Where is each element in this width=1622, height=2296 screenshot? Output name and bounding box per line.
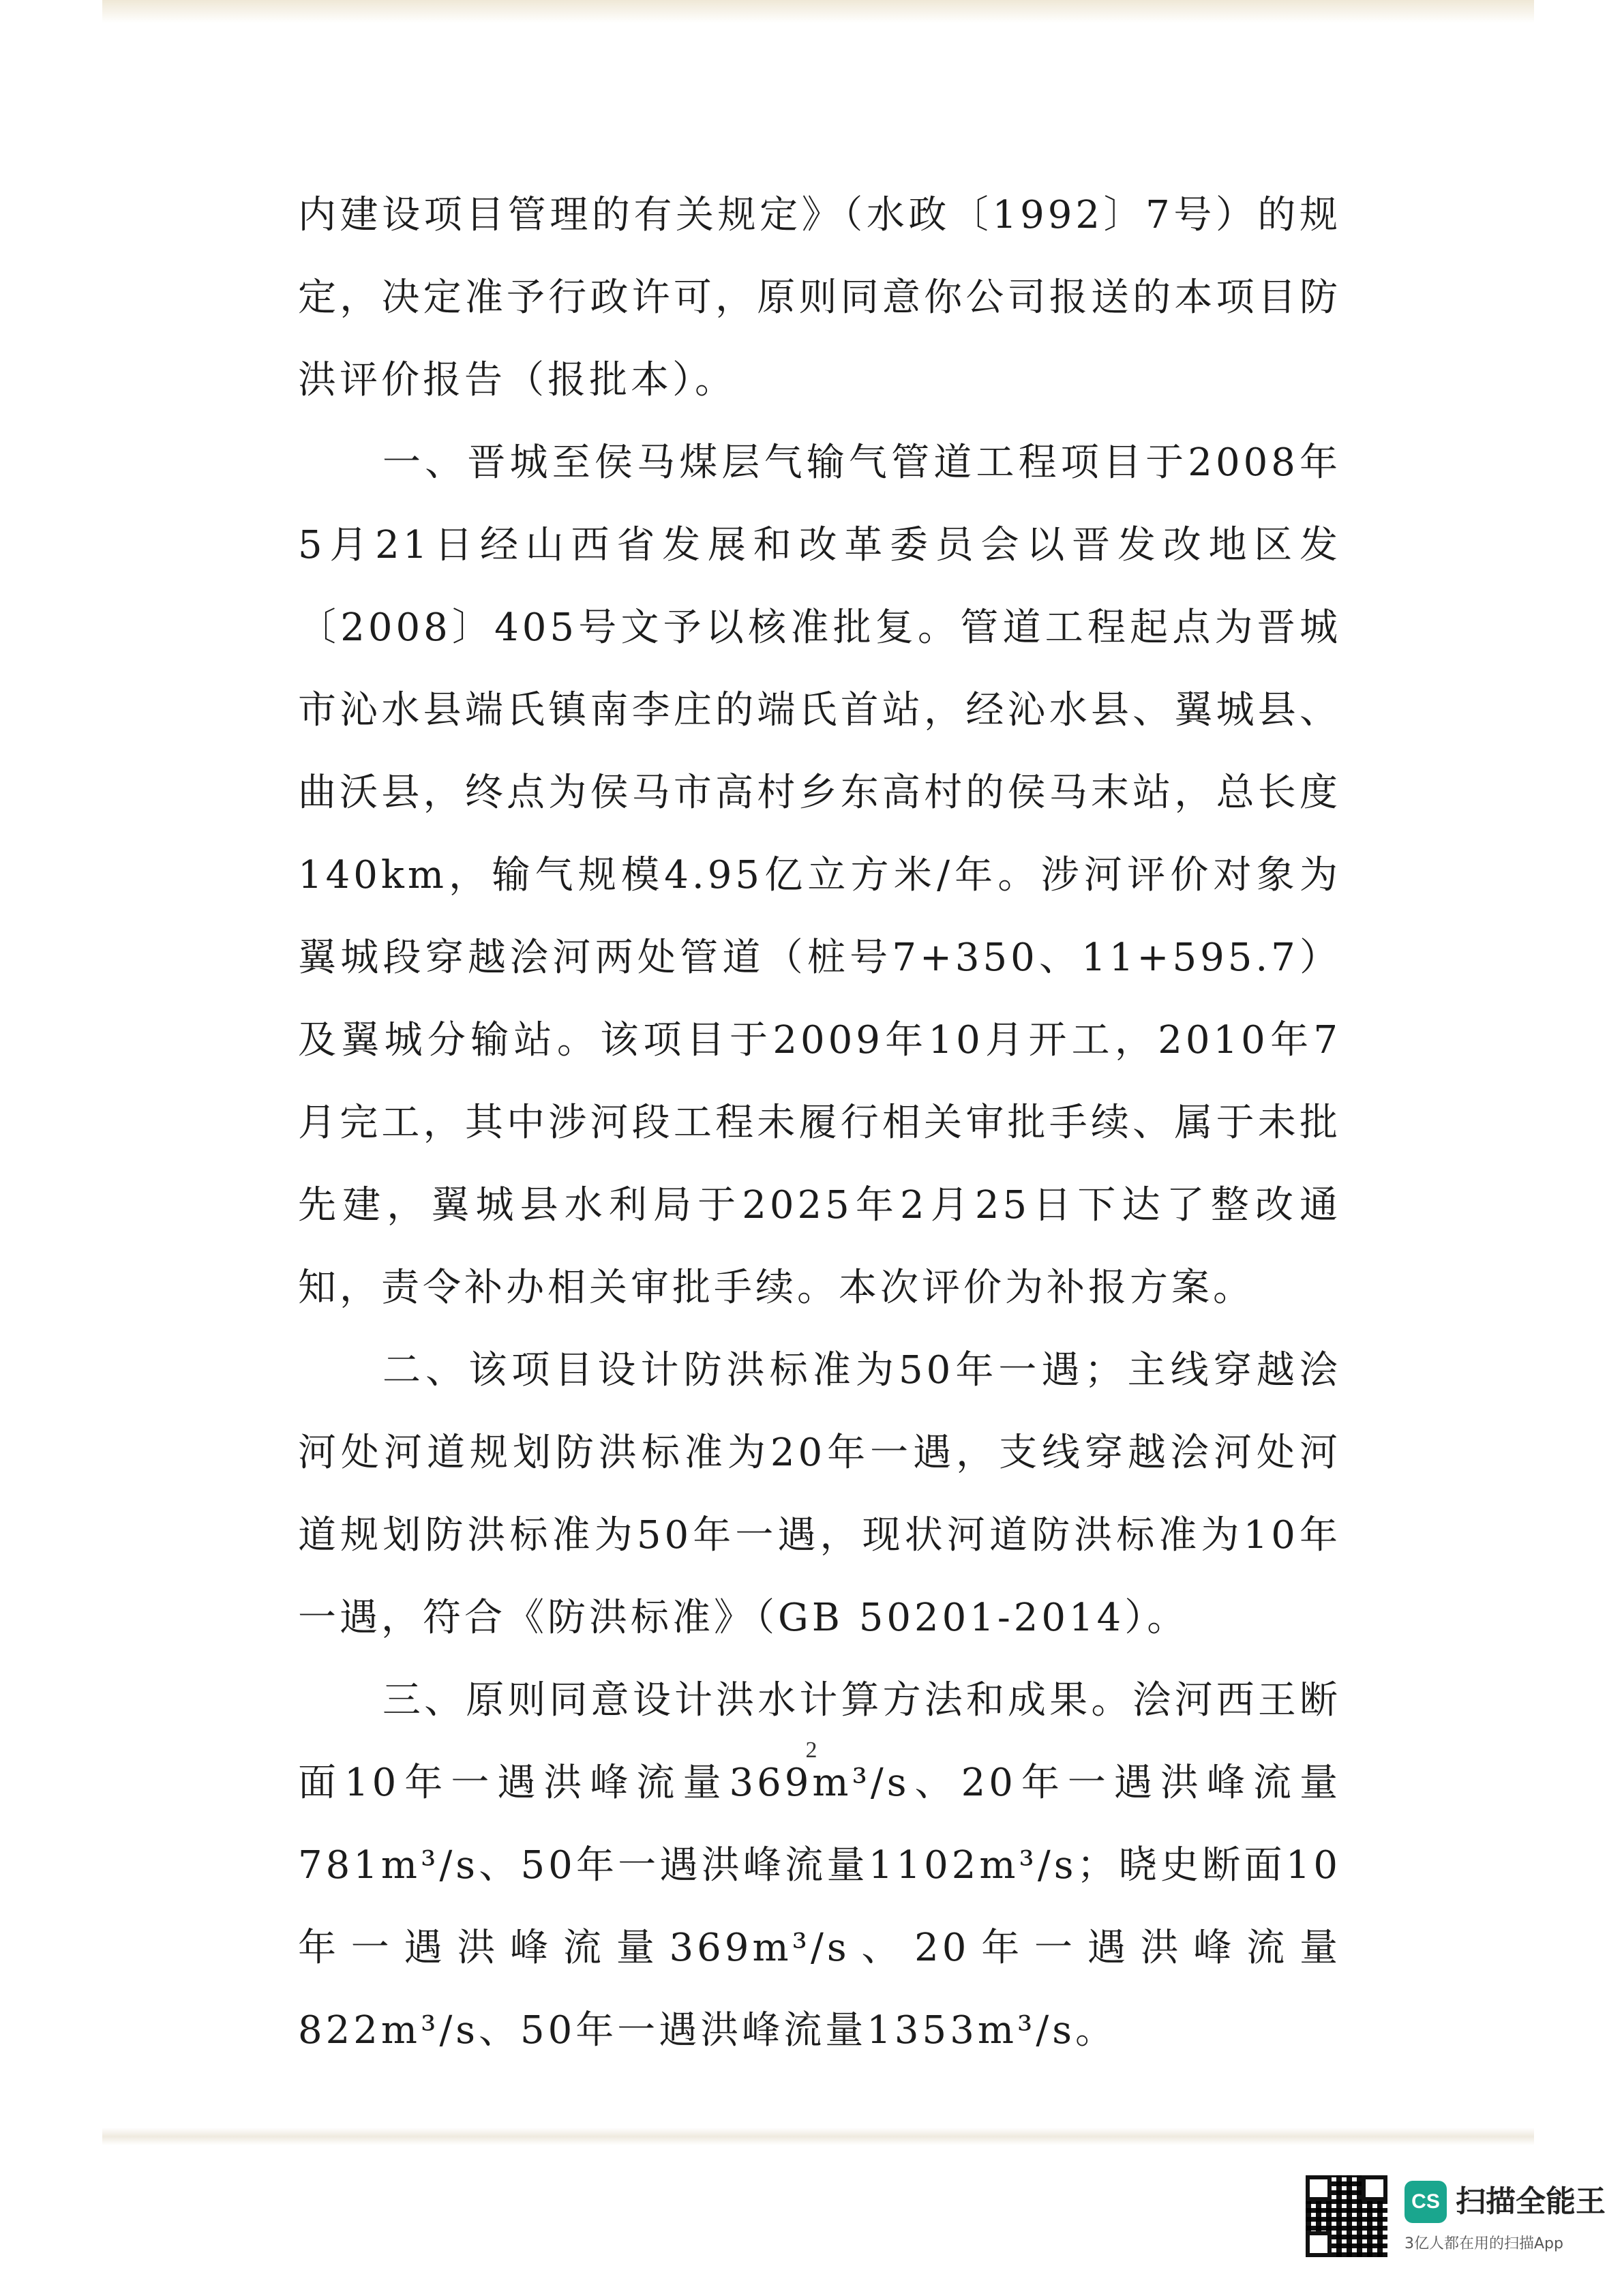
- page-number: 2: [805, 1738, 817, 1763]
- scan-edge-shadow: [102, 2128, 1534, 2145]
- document-body: [298, 174, 1341, 2072]
- watermark-tagline: 3亿人都在用的扫描App: [1405, 2235, 1563, 2252]
- paragraph-project-overview: 一、晋城至侯马煤层气输气管道工程项目于2008年5月21日经山西省发展和改革委员会以晋发改地区发〔2008〕405号文予以核准批复。管道工程起点为晋城市沁水县端氏镇南李庄的端氏首站，经沁水县、翼城县、曲沃县，终点为侯马市高村乡东高村的侯马末站，总长度140km，输气规模4.95亿立方米/年。涉河评价对象为翼城段穿越浍河两处管道（桩号7+350、11+595.7）及翼城分输站。该项目于2009年10月开工，2010年7月完工，其中涉河段工程未履行相关审批手续、属于未批先建，翼城县水利局于2025年2月25日下达了整改通知，责令补办相关审批手续。本次评价为补报方案。: [298, 441, 1341, 1310]
- watermark-app-name: 扫描全能王: [1456, 2184, 1606, 2219]
- camscanner-logo-icon: CS: [1405, 2181, 1447, 2223]
- paragraph-continued: 内建设项目管理的有关规定》（水政〔1992〕7号）的规定，决定准予行政许可，原则同意你公司报送的本项目防洪评价报告（报批本）。: [298, 193, 1341, 402]
- qr-code-icon: [1306, 2175, 1387, 2257]
- scan-edge-shadow: [102, 0, 1534, 23]
- paragraph-flood-standard: 二、该项目设计防洪标准为50年一遇；主线穿越浍河处河道规划防洪标准为20年一遇，支线穿越浍河处河道规划防洪标准为50年一遇，现状河道防洪标准为10年一遇，符合《防洪标准》（GB 50201-2014）。: [298, 1348, 1341, 1640]
- paragraph-flood-calculation: 三、原则同意设计洪水计算方法和成果。浍河西王断面10年一遇洪峰流量369m³/s、20年一遇洪峰流量781m³/s、50年一遇洪峰流量1102m³/s；晓史断面10年一遇洪峰流量369m³/s、20年一遇洪峰流量822m³/s、50年一遇洪峰流量1353m³/s。: [298, 1678, 1341, 2053]
- scanner-watermark: [1306, 2175, 1606, 2271]
